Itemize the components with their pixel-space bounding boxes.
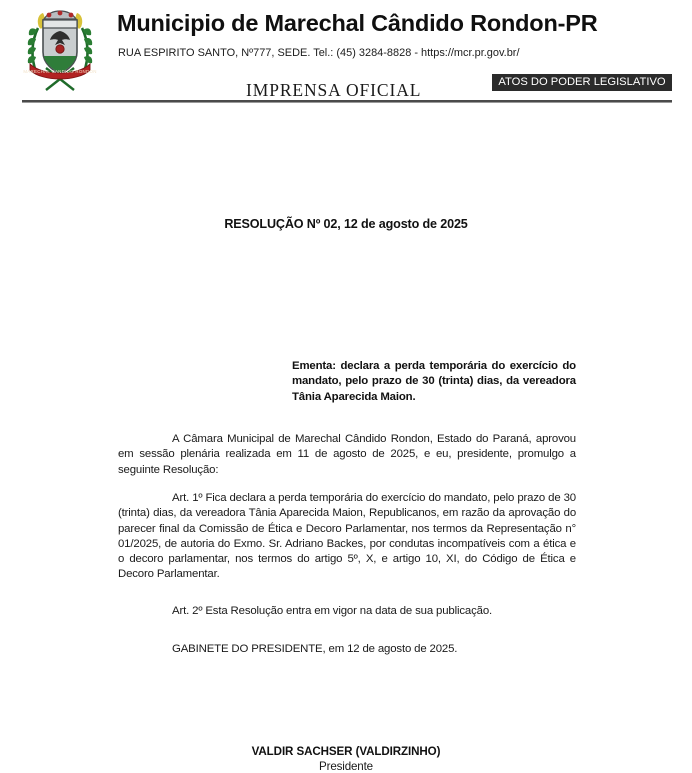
paragraph-preamble: A Câmara Municipal de Marechal Cândido Rondon, Estado do Paraná, aprovou em sessão plenária realizada em 11 de agosto de 2025, e eu, presidente, promulgo a seguinte Resolução: <box>118 433 576 476</box>
signature-role: Presidente <box>319 760 373 773</box>
svg-text:MARECHAL CANDIDO RONDON: MARECHAL CANDIDO RONDON <box>23 69 97 74</box>
paragraph-gabinete: GABINETE DO PRESIDENTE, em 12 de agosto de 2025. <box>172 643 458 655</box>
page-title: Municipio de Marechal Cândido Rondon-PR <box>117 10 598 36</box>
paragraph-article-1: Art. 1º Fica declara a perda temporária do exercício do mandato, pelo prazo de 30 (trinta) dias, da vereadora Tânia Aparecida Maion, Republicanos, em razão da aprovação do parecer final da Comissão de Ética e Decoro Parlamentar, nos termos da Representação n° 01/2025, de autoria do Exmo. Sr. Adriano Backes, por condutas incompatíveis com a ética e o decoro parlamentar, nos termos do artigo 5º, X, e artigo 10, XI, do Código de Ética e Decoro Parlamentar. <box>118 492 576 581</box>
signature-name: VALDIR SACHSER (VALDIRZINHO) <box>251 745 441 758</box>
status-badge: ATOS DO PODER LEGISLATIVO <box>492 74 672 91</box>
page-header <box>0 0 692 101</box>
header-address-line: RUA ESPIRITO SANTO, Nº777, SEDE. Tel.: (45) 3284-8828 - https://mcr.pr.gov.br/ <box>118 47 520 59</box>
signature-block <box>0 745 692 773</box>
resolution-heading: RESOLUÇÃO Nº 02, 12 de agosto de 2025 <box>224 217 468 231</box>
ementa-block: Ementa: declara a perda temporária do exercício do mandato, pelo prazo de 30 (trinta) dias, da vereadora Tânia Aparecida Maion. <box>292 360 576 403</box>
municipal-coat-of-arms-icon <box>22 6 98 94</box>
paragraph-article-2: Art. 2º Esta Resolução entra em vigor na data de sua publicação. <box>172 605 493 617</box>
imprensa-oficial-label: IMPRENSA OFICIAL <box>246 80 422 100</box>
header-divider <box>22 100 672 103</box>
